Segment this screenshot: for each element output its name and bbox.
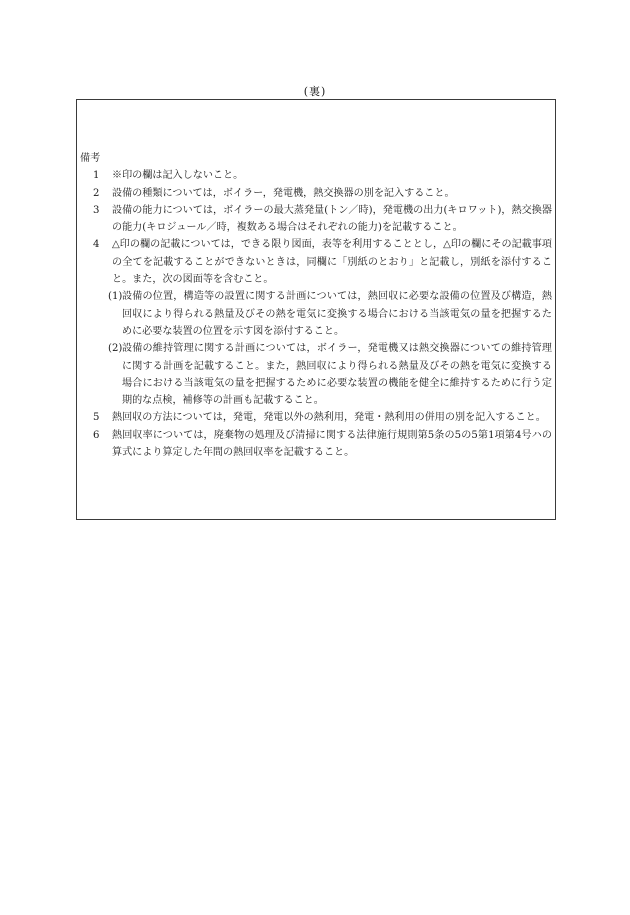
remark-item-2 — [80, 185, 552, 202]
remark-text: △印の欄の記載については，できる限り図面，表等を利用することとし，△印の欄にその記載事項の全てを記載することができないときは，同欄に「別紙のとおり」と記載し，別紙を添付すること。また，次の図面等を含むこと。 — [112, 239, 552, 286]
remark-number: 3 — [93, 204, 100, 216]
remark-subitem-4-2 — [80, 340, 552, 409]
remark-text: 熱回収率については，廃棄物の処理及び清掃に関する法律施行規則第5条の5の5第1項第4号ハの算式により算定した年間の熱回収率を記載すること。 — [112, 429, 552, 459]
remark-item-3 — [80, 202, 552, 237]
remark-text: 熱回収の方法については，発電，発電以外の熱利用，発電・熱利用の併用の別を記入すること。 — [112, 412, 546, 424]
remark-text: 設備の種類については，ボイラー，発電機，熱交換器の別を記入すること。 — [112, 187, 455, 199]
remark-number: 1 — [93, 170, 100, 182]
remark-item-1 — [80, 167, 552, 184]
remark-subnumber: (2) — [108, 343, 123, 355]
remark-subtext: 設備の維持管理に関する計画については，ボイラー，発電機又は熱交換器についての維持管理に関する計画を記載すること。また，熱回収により得られる熱量及びその熱を電気に変換する場合における当該電気の量を把握するために必要な装置の機能を健全に維持するために行う定期的な点検，補修等の計画も記載すること。 — [122, 343, 552, 407]
remark-subitem-4-1 — [80, 288, 552, 340]
remarks-heading: 備考 — [80, 153, 101, 164]
remark-text: ※印の欄は記入しないこと。 — [112, 170, 244, 182]
remarks-section — [80, 150, 552, 461]
page-side-label: (裏) — [303, 85, 327, 98]
remark-subtext: 設備の位置，構造等の設置に関する計画については，熱回収に必要な設備の位置及び構造，熱回収により得られる熱量及びその熱を電気に変換する場合における当該電気の量を把握するために必要な装置の位置を示す図を添付すること。 — [122, 291, 552, 337]
remark-number: 5 — [93, 412, 100, 424]
remark-item-6 — [80, 427, 552, 462]
remark-text: 設備の能力については，ボイラーの最大蒸発量(トン／時)，発電機の出力(キロワット)，熱交換器の能力(キロジュール／時，複数ある場合はそれぞれの能力)を記載すること。 — [112, 204, 552, 234]
remark-item-4 — [80, 236, 552, 288]
remark-item-5 — [80, 409, 552, 426]
remark-subnumber: (1) — [108, 291, 123, 303]
remark-number: 2 — [93, 187, 100, 199]
remark-number: 4 — [93, 239, 100, 251]
remark-number: 6 — [93, 429, 100, 441]
